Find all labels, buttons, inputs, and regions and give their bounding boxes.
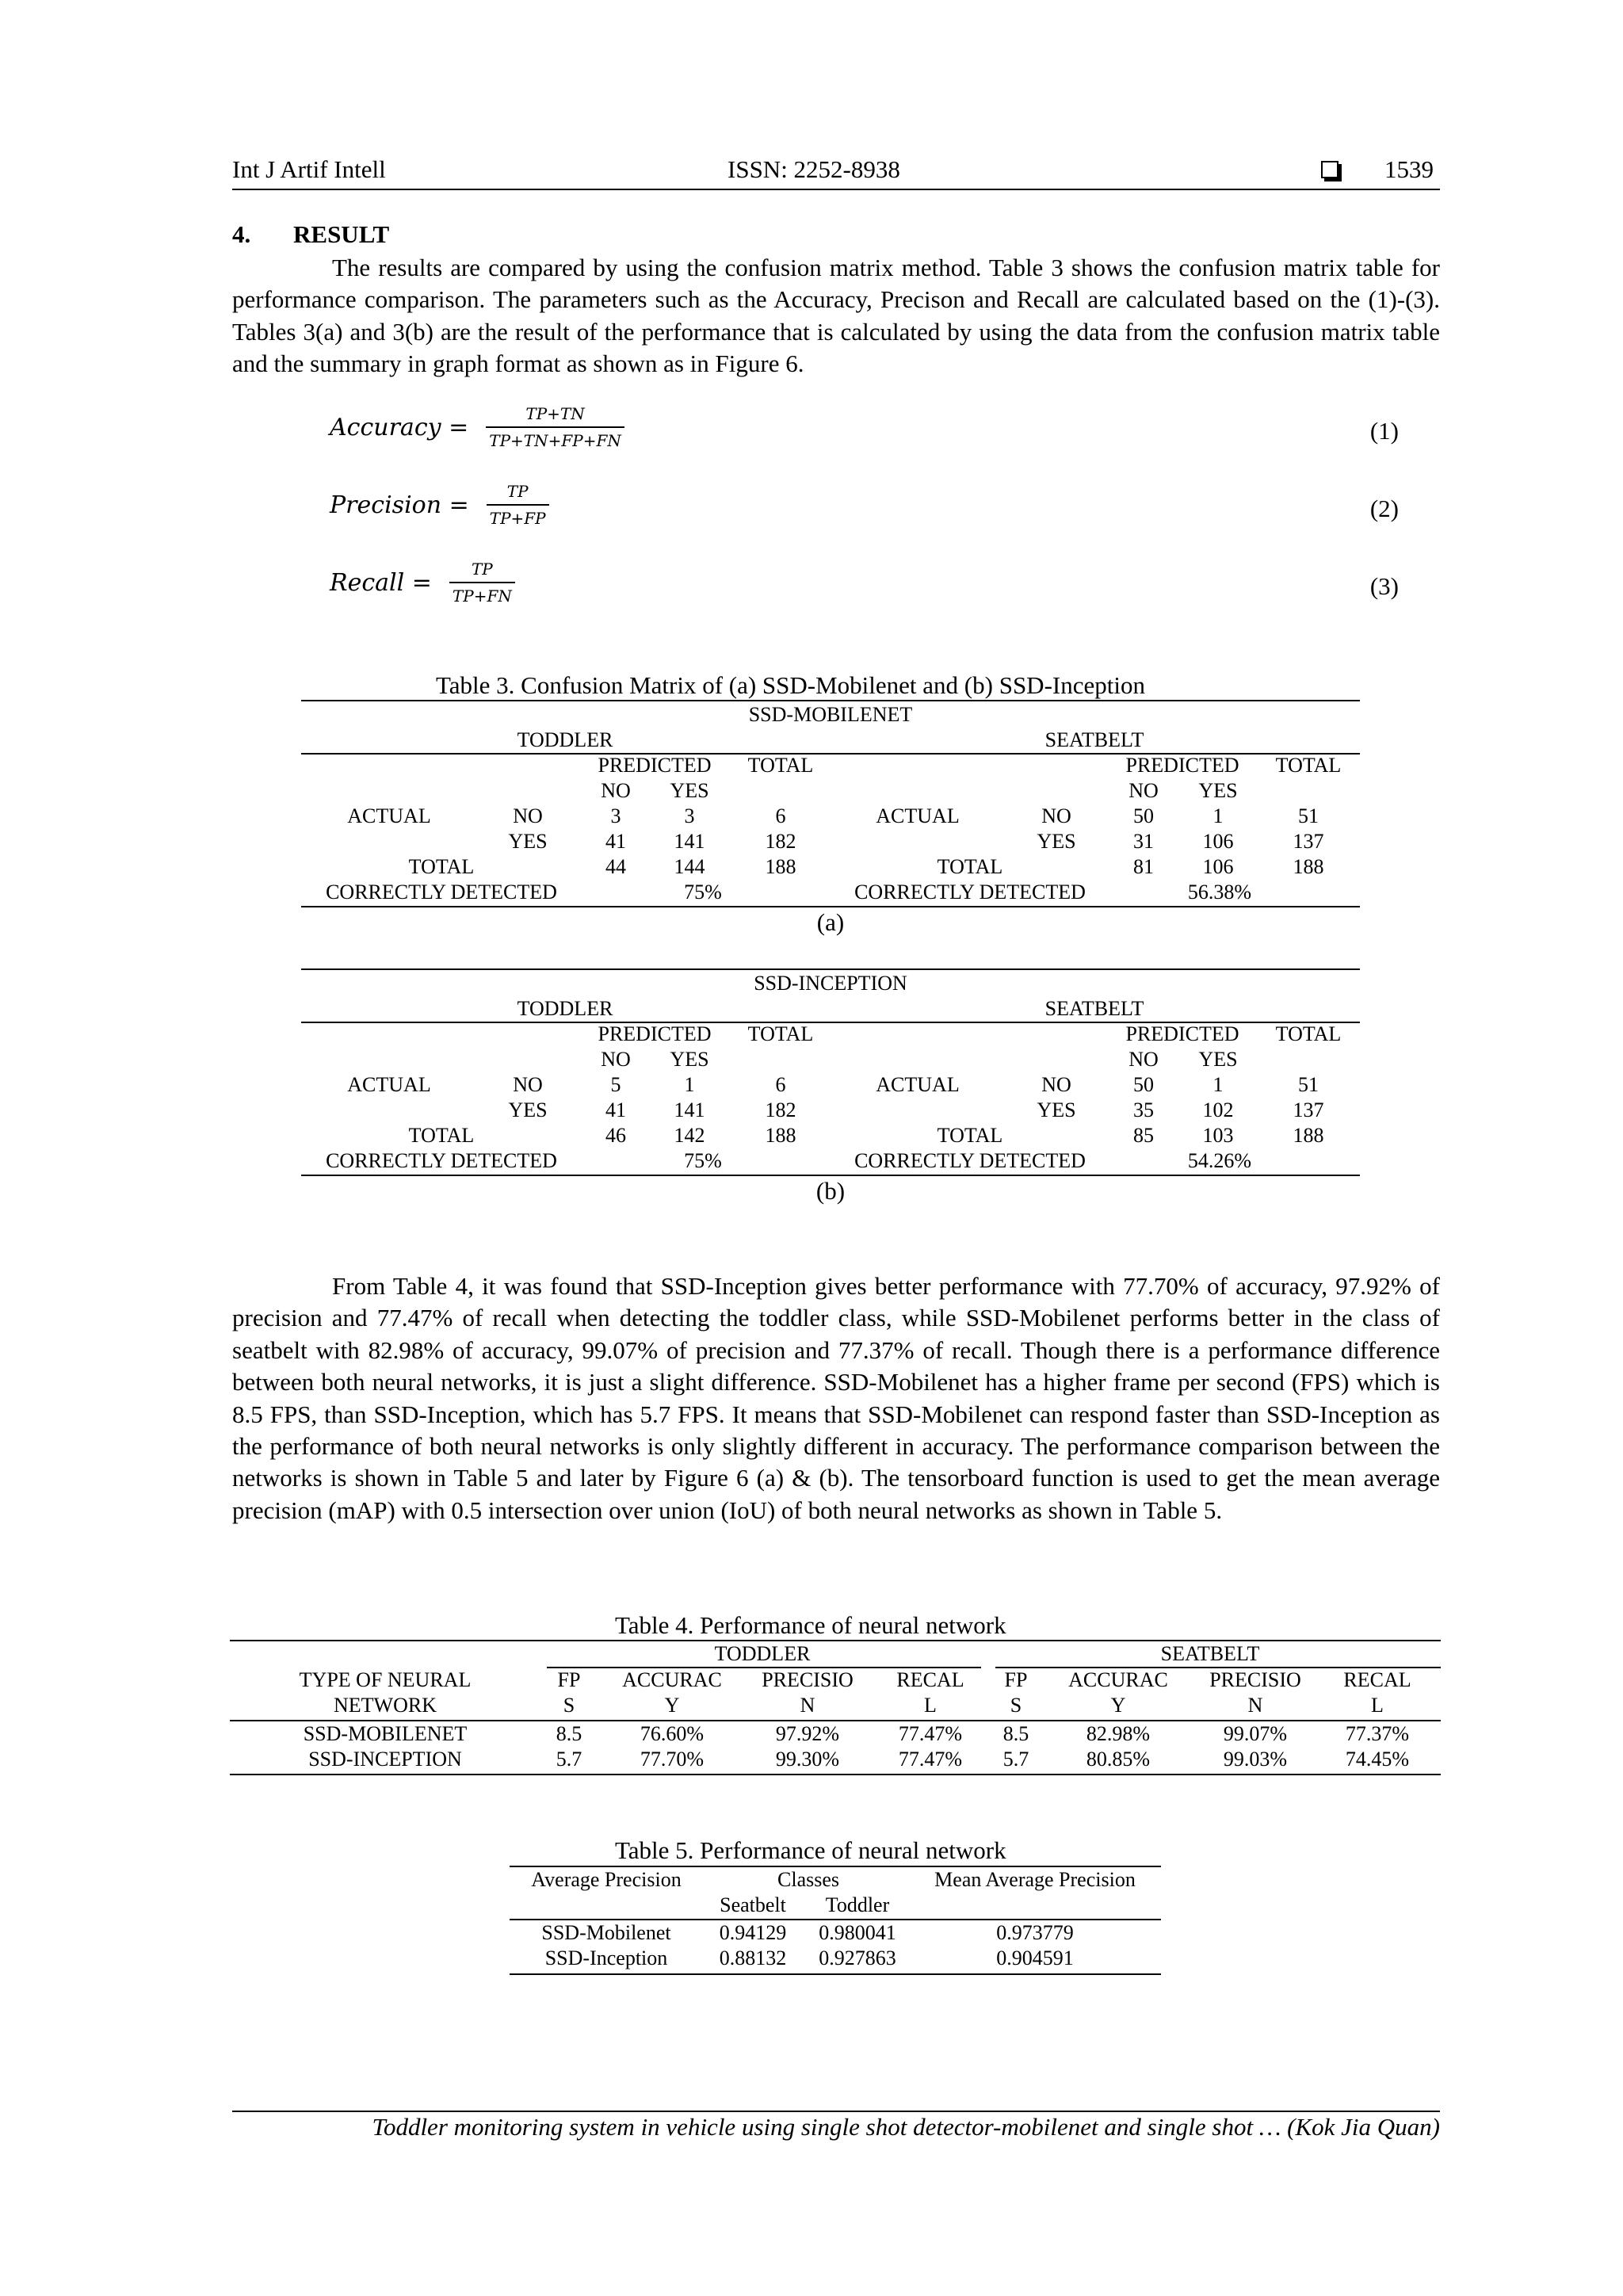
table3b-seatbelt-total-label: TOTAL	[937, 1124, 1003, 1147]
table3a-toddler-label: TODDLER	[517, 728, 613, 751]
footer-rule	[232, 2111, 1440, 2112]
paragraph-results-discussion: From Table 4, it was found that SSD-Inception gives better performance with 77.70% of accuracy, 97.92% of precision and 77.47% of recall when detecting the toddler class, while SSD-Mobilenet performs better in the class of seatbelt with 82.98% of accuracy, 99.07% of precision and 77.37% of recall. Though there is a performance difference between both neural networks, it is just a slight difference. SSD-Mobilenet has a higher frame per second (FPS) which is 8.5 FPS, than SSD-Inception, which has 5.7 FPS. It means that SSD-Mobilenet can respond faster than SSD-Inception as the performance of both neural networks is only slightly different in accuracy. The performance comparison between the networks is shown in Table 5 and later by Figure 6 (a) & (b). The tensorboard function is used to get the mean average precision (mAP) with 0.5 intersection over union (IoU) of both neural networks as shown in Table 5.	[232, 1272, 1440, 1524]
issn: ISSN: 2252-8938	[727, 155, 900, 183]
equation-recall	[330, 560, 515, 606]
table3-caption: Table 3. Confusion Matrix of (a) SSD-Mobilenet and (b) SSD-Inception	[436, 671, 1145, 699]
table3a-cell: 182	[765, 830, 796, 853]
table5-head: Classes	[777, 1868, 839, 1891]
table3b-cell: 41	[605, 1098, 626, 1121]
table3a-cell: 144	[674, 855, 705, 878]
table3a-toddler-actual: ACTUAL	[347, 804, 431, 827]
table3b-seatbelt-label: SEATBELT	[1044, 997, 1144, 1020]
table4-head: NETWORK	[334, 1694, 437, 1717]
table3a-cell: 41	[605, 830, 626, 853]
table5-subhead: Toddler	[825, 1893, 890, 1916]
table3b-cell: 103	[1202, 1124, 1234, 1147]
table3b-toddler-actual: ACTUAL	[347, 1073, 431, 1096]
table3a-cell: 141	[674, 830, 705, 853]
table3b-cell: 5	[610, 1073, 621, 1096]
table3b-seatbelt-correct-value: 54.26%	[1187, 1149, 1252, 1172]
equation-number-2: (2)	[1369, 495, 1399, 522]
table4-head: PRECISIO	[762, 1668, 854, 1691]
table3b-toddler-predicted: PREDICTED	[598, 1022, 712, 1045]
table3b-cell: 35	[1133, 1098, 1154, 1121]
table3b-cell: 141	[674, 1098, 705, 1121]
equation-accuracy	[330, 404, 624, 450]
table3a-toddler-predicted: PREDICTED	[598, 754, 712, 777]
table5-cell: 0.94129	[719, 1921, 787, 1944]
table3a-cell: 106	[1202, 830, 1234, 853]
table3a-cell: 31	[1133, 830, 1154, 853]
table4-head: TYPE OF NEURAL	[299, 1668, 472, 1691]
table3a-cell: 50	[1133, 804, 1154, 827]
table3a-subcaption: (a)	[816, 908, 845, 936]
table4-cell: SSD-MOBILENET	[303, 1722, 468, 1745]
table4-head: PRECISIO	[1209, 1668, 1301, 1691]
table3b-toddler-correct-label: CORRECTLY DETECTED	[326, 1149, 557, 1172]
table4-cell: 77.47%	[898, 1748, 963, 1771]
table3a-seatbelt-correct-value: 56.38%	[1187, 881, 1252, 904]
table3a-toddler-pred-yes: YES	[670, 779, 709, 802]
table3b-toddler-actual-yes: YES	[508, 1098, 548, 1121]
table3b-seatbelt-actual-yes: YES	[1037, 1098, 1076, 1121]
table4-cell: 76.60%	[640, 1722, 705, 1745]
table3a-seatbelt-actual-no: NO	[1041, 804, 1071, 827]
table3a-toddler-correct-label: CORRECTLY DETECTED	[326, 881, 557, 904]
table4-cell: 5.7	[1002, 1748, 1029, 1771]
square-bullet-icon	[1321, 161, 1338, 181]
table3a-toddler-actual-no: NO	[513, 804, 543, 827]
equation-denominator: TP+TN+FP+FN	[486, 426, 624, 450]
equation-number-1: (1)	[1369, 417, 1399, 445]
table3a-seatbelt-actual: ACTUAL	[876, 804, 960, 827]
table4-cell: 8.5	[556, 1722, 582, 1745]
table3a-cell: 81	[1133, 855, 1154, 878]
table3a-cell: 3	[684, 804, 695, 827]
table4-cell: 77.47%	[898, 1722, 963, 1745]
equation-numerator: TP	[506, 482, 529, 501]
table4-head: RECAL	[1343, 1668, 1411, 1691]
table3a-cell: 137	[1293, 830, 1324, 853]
table3a-seatbelt-predicted: PREDICTED	[1125, 754, 1239, 777]
section-number: 4.	[232, 220, 251, 248]
table4-group-toddler: TODDLER	[714, 1642, 811, 1665]
table4-cell: 82.98%	[1086, 1722, 1151, 1745]
table5-cell: 0.904591	[996, 1946, 1074, 1969]
table3b-cell: 142	[674, 1124, 705, 1147]
table4-group-seatbelt: SEATBELT	[1160, 1642, 1260, 1665]
paragraph-results-intro: The results are compared by using the confusion matrix method. Table 3 shows the confusion matrix table for performance comparison. The parameters such as the Accuracy, Precison and Recall are calculated based on the (1)-(3). Tables 3(a) and 3(b) are the result of the performance that is calculated by using the data from the confusion matrix table and the summary in graph format as shown as in Figure 6.	[232, 254, 1440, 378]
table3b-toddler-total-head: TOTAL	[747, 1022, 814, 1045]
table3b-seatbelt-actual: ACTUAL	[876, 1073, 960, 1096]
table3a-seatbelt-pred-yes: YES	[1198, 779, 1238, 802]
table5-cell: SSD-Inception	[544, 1946, 668, 1969]
table3a-toddler-actual-yes: YES	[508, 830, 548, 853]
table4-cell: 77.70%	[640, 1748, 705, 1771]
header-rule	[232, 189, 1440, 190]
table4-cell: 99.03%	[1223, 1748, 1288, 1771]
table3a-seatbelt-actual-yes: YES	[1037, 830, 1076, 853]
table3b-cell: 102	[1202, 1098, 1234, 1121]
table3b-cell: 6	[775, 1073, 786, 1096]
table3b-toddler-total-label: TOTAL	[408, 1124, 475, 1147]
table3a-seatbelt-pred-no: NO	[1128, 779, 1159, 802]
table4-cell: 5.7	[556, 1748, 582, 1771]
table4-head: S	[563, 1694, 575, 1717]
section-title: RESULT	[293, 220, 390, 248]
table3a-seatbelt-total-label: TOTAL	[937, 855, 1003, 878]
table3b-seatbelt-correct-label: CORRECTLY DETECTED	[854, 1149, 1086, 1172]
table3a-cell: 44	[605, 855, 626, 878]
table3a-seatbelt-total-head: TOTAL	[1275, 754, 1342, 777]
table3b-subcaption: (b)	[815, 1177, 846, 1205]
footer-running-title: Toddler monitoring system in vehicle using single shot detector-mobilenet and single shot … (Kok Jia Quan)	[372, 2113, 1440, 2141]
table3a-seatbelt-correct-label: CORRECTLY DETECTED	[854, 881, 1086, 904]
table4-head: RECAL	[896, 1668, 964, 1691]
table4-head: Y	[664, 1694, 680, 1717]
table5-cell: 0.927863	[819, 1946, 896, 1969]
table3a-title: SSD-MOBILENET	[748, 703, 913, 726]
table3b-toddler-pred-yes: YES	[670, 1048, 709, 1071]
table3b-toddler-correct-value: 75%	[684, 1149, 722, 1172]
table3a-toddler-pred-no: NO	[601, 779, 631, 802]
table4-head: N	[1247, 1694, 1263, 1717]
table3a-cell: 3	[610, 804, 621, 827]
table3a-cell: 6	[775, 804, 786, 827]
equation-lhs: Precision =	[330, 491, 469, 519]
table3a-seatbelt-label: SEATBELT	[1044, 728, 1144, 751]
table5-caption: Table 5. Performance of neural network	[615, 1836, 1006, 1864]
table4-cell: 77.37%	[1345, 1722, 1410, 1745]
table3b-seatbelt-pred-yes: YES	[1198, 1048, 1238, 1071]
equation-numerator: TP	[471, 560, 493, 579]
table4-cell: 97.92%	[775, 1722, 840, 1745]
page-number: 1539	[1384, 155, 1434, 183]
table3a-toddler-correct-value: 75%	[684, 881, 722, 904]
table3b-toddler-actual-no: NO	[513, 1073, 543, 1096]
table3a-cell: 51	[1298, 804, 1319, 827]
table5-cell: 0.973779	[996, 1921, 1074, 1944]
journal-name: Int J Artif Intell	[232, 155, 386, 183]
equation-denominator: TP+FN	[449, 582, 515, 606]
table4-caption: Table 4. Performance of neural network	[615, 1611, 1006, 1639]
table5-cell: 0.88132	[719, 1946, 787, 1969]
equation-precision	[330, 482, 549, 528]
table4-head: FP	[1004, 1668, 1028, 1691]
table3b-cell: 1	[684, 1073, 695, 1096]
table3b-cell: 51	[1298, 1073, 1319, 1096]
table3a-toddler-total-head: TOTAL	[747, 754, 814, 777]
table3b-cell: 188	[1293, 1124, 1324, 1147]
table5-head: Average Precision	[531, 1868, 682, 1891]
equation-denominator: TP+FP	[487, 504, 549, 528]
table3b-cell: 85	[1133, 1124, 1154, 1147]
table3b-cell: 46	[605, 1124, 626, 1147]
equation-lhs: Accuracy =	[330, 413, 469, 441]
table4-head: FP	[557, 1668, 581, 1691]
table4-cell: 74.45%	[1345, 1748, 1410, 1771]
table3b-cell: 137	[1293, 1098, 1324, 1121]
table3b-seatbelt-pred-no: NO	[1128, 1048, 1159, 1071]
table5-subhead: Seatbelt	[720, 1893, 786, 1916]
table3b-cell: 188	[765, 1124, 796, 1147]
table4-cell: 99.07%	[1223, 1722, 1288, 1745]
table3b-seatbelt-predicted: PREDICTED	[1125, 1022, 1239, 1045]
table4-head: ACCURAC	[1068, 1668, 1168, 1691]
table3a-cell: 106	[1202, 855, 1234, 878]
equation-lhs: Recall =	[330, 568, 432, 597]
table3b-seatbelt-total-head: TOTAL	[1275, 1022, 1342, 1045]
table3a-cell: 188	[1293, 855, 1324, 878]
table4-cell: 80.85%	[1086, 1748, 1151, 1771]
table4-head: S	[1010, 1694, 1022, 1717]
table3b-title: SSD-INCEPTION	[754, 972, 907, 995]
table3a-cell: 188	[765, 855, 796, 878]
table3b-cell: 182	[765, 1098, 796, 1121]
table3b-cell: 1	[1212, 1073, 1224, 1096]
equation-numerator: TP+TN	[525, 404, 585, 423]
equation-number-3: (3)	[1369, 572, 1399, 600]
table3a-cell: 1	[1212, 804, 1224, 827]
table3b-toddler-label: TODDLER	[517, 997, 613, 1020]
table4-cell: 8.5	[1002, 1722, 1029, 1745]
table5-cell: 0.980041	[819, 1921, 896, 1944]
table3b-seatbelt-actual-no: NO	[1041, 1073, 1071, 1096]
table4-head: L	[1371, 1694, 1384, 1717]
table4-head: ACCURAC	[622, 1668, 722, 1691]
table5-cell: SSD-Mobilenet	[541, 1921, 671, 1944]
table3b-toddler-pred-no: NO	[601, 1048, 631, 1071]
table4-cell: 99.30%	[775, 1748, 840, 1771]
table5-head: Mean Average Precision	[934, 1868, 1136, 1891]
table4-cell: SSD-INCEPTION	[308, 1748, 462, 1771]
table3b-cell: 50	[1133, 1073, 1154, 1096]
table4-head: Y	[1110, 1694, 1126, 1717]
table4-head: N	[800, 1694, 815, 1717]
table4-head: L	[924, 1694, 937, 1717]
table3a-toddler-total-label: TOTAL	[408, 855, 475, 878]
